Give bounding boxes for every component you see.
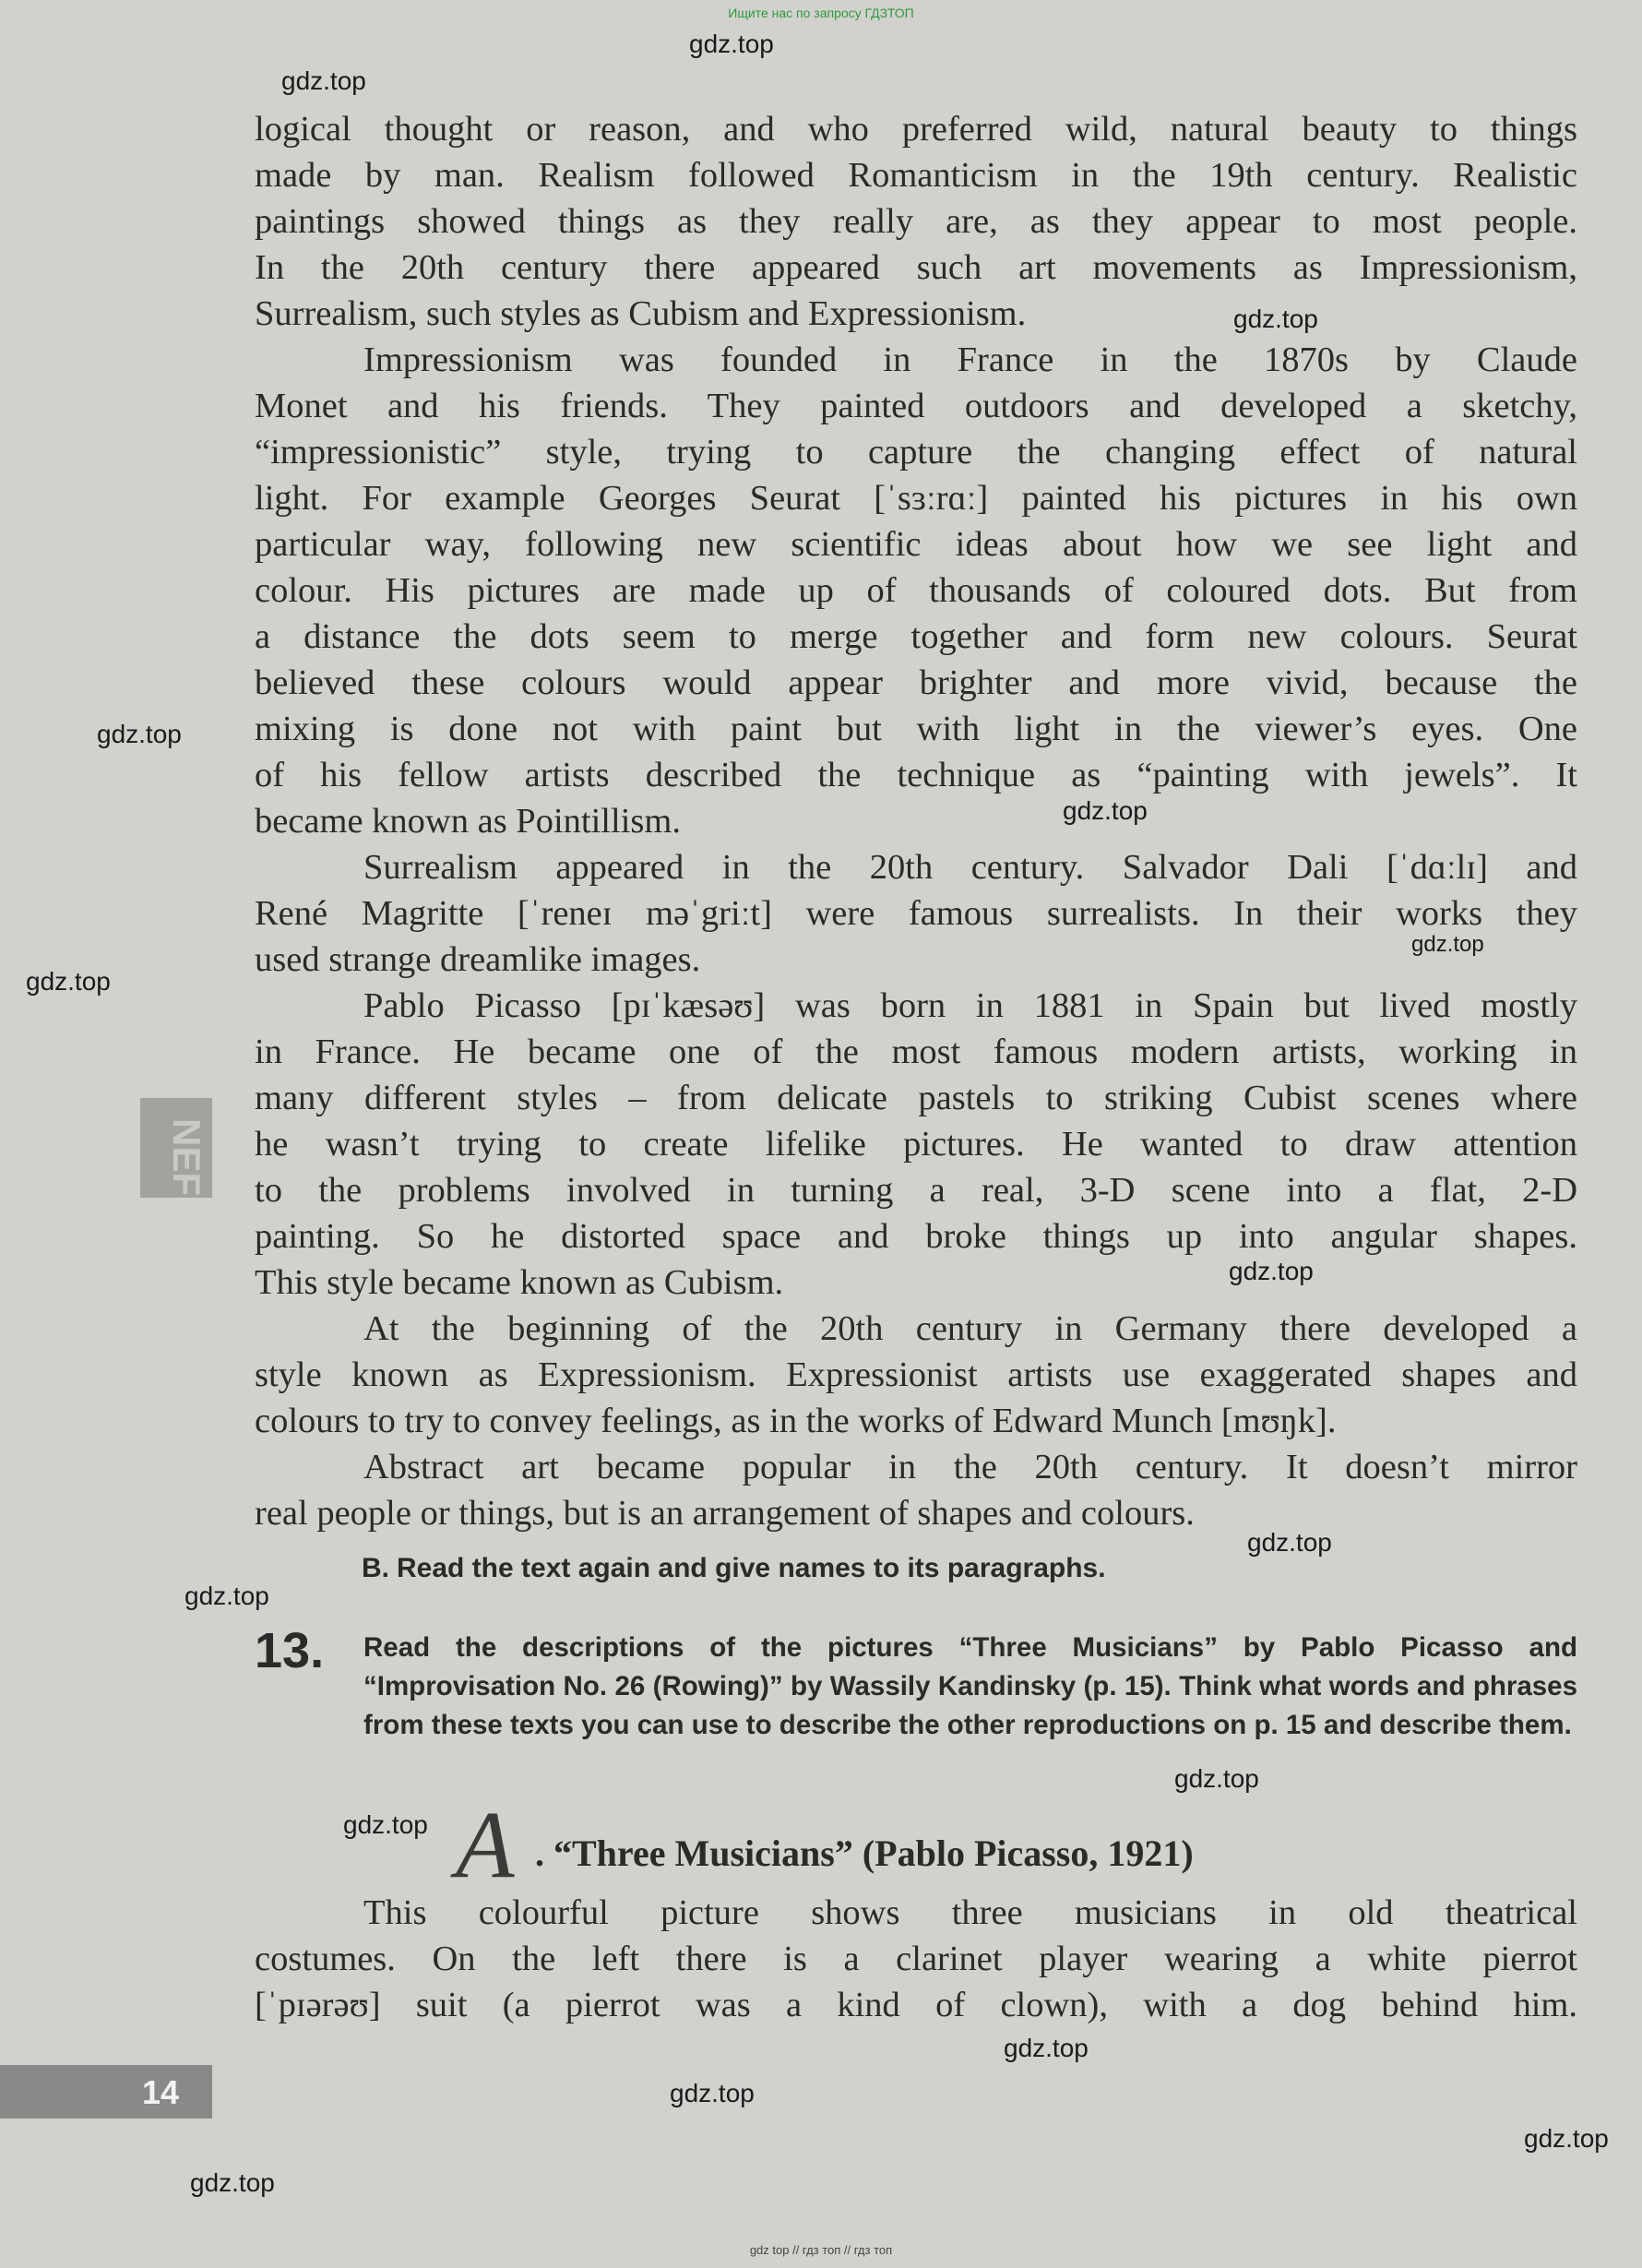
text-line: logical thought or reason, and who preferred wild, natural beauty to things — [255, 110, 1577, 149]
text-line: Surrealism appeared in the 20th century. Salvador Dali [ˈdɑːlɪ] and — [363, 848, 1577, 887]
paragraph-expressionism — [255, 1306, 1577, 1444]
watermark: gdz.top — [1233, 304, 1318, 333]
text-line: At the beginning of the 20th century in Germany there developed a — [363, 1309, 1577, 1348]
watermark: gdz.top — [670, 2079, 755, 2107]
watermark: gdz.top — [26, 967, 111, 996]
text-line: of his fellow artists described the technique as “painting with jewels”. It — [255, 756, 1577, 794]
text-line: colours to try to convey feelings, as in the works of Edward Munch [mʊŋk]. — [255, 1402, 1337, 1440]
text-line: This style became known as Cubism. — [255, 1263, 784, 1302]
text-line: costumes. On the left there is a clarinet player wearing a white pierrot — [255, 1940, 1577, 1978]
section-a-title: . “Three Musicians” (Pablo Picasso, 1921) — [535, 1832, 1194, 1874]
page-number: 14 — [142, 2073, 180, 2111]
paragraph-1 — [255, 106, 1577, 337]
text-line: René Magritte [ˈreneɪ məˈgriːt] were famous surrealists. In their works they — [255, 894, 1577, 933]
text-line: painting. So he distorted space and broke things up into angular shapes. — [255, 1217, 1577, 1256]
text-line: believed these colours would appear brighter and more vivid, because the — [255, 663, 1577, 702]
text-line: made by man. Realism followed Romanticism in the 19th century. Realistic — [255, 156, 1577, 195]
section-a-letter: A — [456, 1792, 515, 1898]
text-line: Pablo Picasso [pɪˈkæsəʊ] was born in 1881 in Spain but lived mostly — [363, 986, 1577, 1025]
text-line: many different styles – from delicate pastels to striking Cubist scenes where — [255, 1079, 1577, 1117]
text-line: a distance the dots seem to merge together and form new colours. Seurat — [255, 617, 1577, 656]
watermark: gdz.top — [190, 2168, 275, 2197]
watermark: gdz.top — [1004, 2034, 1089, 2062]
footer-text: gdz top // гдз топ // гдз топ — [749, 2243, 893, 2257]
watermark: gdz.top — [184, 1582, 269, 1610]
text-line: Surrealism, such styles as Cubism and Expressionism. — [255, 294, 1027, 333]
side-tab-label: NEF — [165, 1118, 208, 1196]
text-line: mixing is done not with paint but with light in the viewer’s eyes. One — [255, 710, 1577, 748]
text-line: real people or things, but is an arrangement of shapes and colours. — [255, 1494, 1195, 1533]
text-line: colour. His pictures are made up of thousands of coloured dots. But from — [255, 571, 1577, 610]
paragraph-surrealism — [255, 844, 1577, 983]
text-line: particular way, following new scientific ideas about how we see light and — [255, 525, 1577, 564]
section-a-paragraph — [255, 1890, 1577, 2028]
text-line: became known as Pointillism. — [255, 802, 681, 841]
watermark: gdz.top — [1229, 1257, 1314, 1285]
text-line: paintings showed things as they really are, as they appear to most people. — [255, 202, 1577, 241]
text-line: [ˈpɪərəʊ] suit (a pierrot was a kind of clown), with a dog behind him. — [255, 1986, 1577, 2024]
watermark: gdz.top — [1174, 1764, 1259, 1793]
text-line: Abstract art became popular in the 20th century. It doesn’t mirror — [363, 1448, 1577, 1486]
watermark: gdz.top — [1063, 796, 1148, 825]
text-line: he wasn’t trying to create lifelike pictures. He wanted to draw attention — [255, 1125, 1577, 1164]
watermark: gdz.top — [1524, 2124, 1609, 2153]
paragraph-abstract-art — [255, 1444, 1577, 1536]
text-line: This colourful picture shows three musicians in old theatrical — [363, 1893, 1577, 1932]
text-line: to the problems involved in turning a real, 3-D scene into a flat, 2-D — [255, 1171, 1577, 1210]
text-line: in France. He became one of the most famous modern artists, working in — [255, 1033, 1577, 1071]
watermark: gdz.top — [689, 30, 774, 58]
text-line: In the 20th century there appeared such art movements as Impressionism, — [255, 248, 1577, 287]
paragraph-picasso — [255, 983, 1577, 1306]
text-line: Monet and his friends. They painted outdoors and developed a sketchy, — [255, 387, 1577, 425]
text-line: used strange dreamlike images. — [255, 940, 701, 979]
text-line: style known as Expressionism. Expressionist artists use exaggerated shapes and — [255, 1355, 1577, 1394]
task-b — [362, 1553, 1106, 1584]
text-line: “impressionistic” style, trying to capture the changing effect of natural — [255, 433, 1577, 472]
task-b-letter: B. — [362, 1553, 389, 1583]
task-13-number: 13. — [255, 1623, 325, 1678]
top-banner[interactable]: Ищите нас по запросу ГДЗТОП — [728, 6, 914, 20]
text-line: Impressionism was founded in France in the 1870s by Claude — [363, 340, 1577, 379]
task-13-text: Read the descriptions of the pictures “Three Musicians” by Pablo Picasso and “Improvisation No. 26 (Rowing)” by Wassily Kandinsky (p. 15). Think what words and phrases from these texts you can use to describe the other reproductions on p. 15 and describe them. — [363, 1632, 1577, 1740]
paragraph-impressionism — [255, 337, 1577, 844]
watermark: gdz.top — [97, 720, 182, 748]
text-line: light. For example Georges Seurat [ˈsɜːrɑː] painted his pictures in his own — [255, 479, 1577, 518]
watermark: gdz.top — [1247, 1528, 1332, 1557]
watermark: gdz.top — [1411, 932, 1484, 957]
page-number-tab — [0, 2065, 212, 2119]
watermark: gdz.top — [343, 1810, 428, 1839]
task-b-text: Read the text again and give names to its paragraphs. — [397, 1553, 1106, 1583]
watermark: gdz.top — [281, 66, 366, 95]
